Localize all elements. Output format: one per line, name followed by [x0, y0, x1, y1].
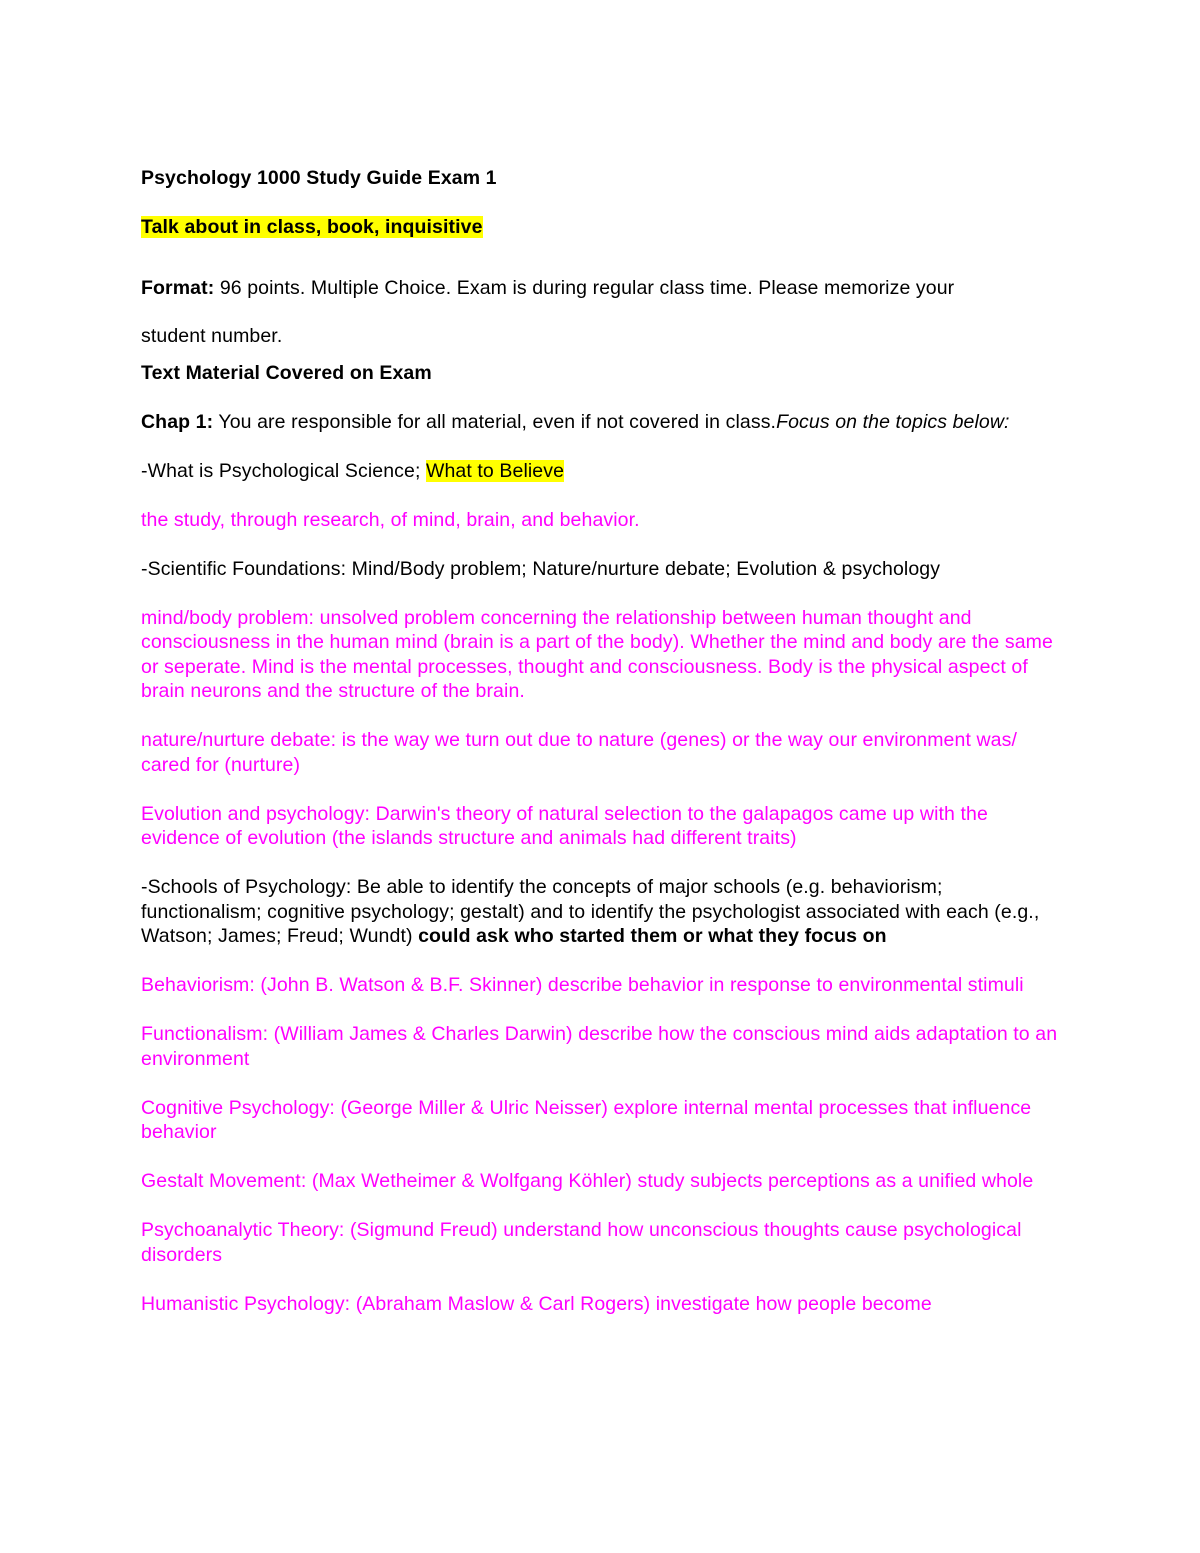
- answer-cognitive: Cognitive Psychology: (George Miller & Ulric Neisser) explore internal mental processes that influence behavior: [141, 1096, 1032, 1143]
- format-text: 96 points. Multiple Choice. Exam is during regular class time. Please memorize your: [214, 276, 955, 299]
- chap1-text: You are responsible for all material, even if not covered in class.: [213, 410, 777, 433]
- topic-psych-science-text: -What is Psychological Science;: [141, 459, 426, 482]
- answer-evolution: Evolution and psychology: Darwin's theory of natural selection to the galapagos came up with the evidence of evolution (the islands structure and animals had different traits): [141, 802, 988, 849]
- format-paragraph: [141, 264, 1061, 313]
- answer-behaviorism: Behaviorism: (John B. Watson & B.F. Skinner) describe behavior in response to environmental stimuli: [141, 974, 1024, 996]
- answer-gestalt: Gestalt Movement: (Max Wetheimer & Wolfgang Köhler) study subjects perceptions as a unified whole: [141, 1170, 1034, 1192]
- answer-humanistic: Humanistic Psychology: (Abraham Maslow & Carl Rogers) investigate how people become: [141, 1292, 932, 1315]
- answer-nature-nurture: nature/nurture debate: is the way we turn out due to nature (genes) or the way our environment was/ cared for (nurture): [141, 729, 1017, 776]
- document-body: [141, 166, 1061, 1316]
- topic-schools: [141, 875, 1061, 949]
- format-paragraph-continued: [141, 312, 1061, 361]
- topic-schools-note: could ask who started them or what they focus on: [418, 925, 887, 947]
- format-label: Format:: [141, 276, 215, 299]
- topic-schools-text: -Schools of Psychology: Be able to identify the concepts of major schools (e.g. behaviorism; functionalism; cognitive psychology; gestalt) and to identify the psychologist associated with each (e.g., Watson; James; Freud; Wundt): [141, 876, 1040, 947]
- chap1-label: Chap 1:: [141, 410, 214, 433]
- answer-psych-science: the study, through research, of mind, brain, and behavior.: [141, 508, 640, 531]
- answer-mind-body: mind/body problem: unsolved problem concerning the relationship between human thought and consciousness in the human mind (brain is a part of the body). Whether the mind and body are the same or seperate. Mind is the mental processes, thought and consciousness. Body is the physical aspect of brain neurons and the structure of the brain.: [141, 606, 1053, 702]
- answer-psychoanalytic: Psychoanalytic Theory: (Sigmund Freud) understand how unconscious thoughts cause psychological disorders: [141, 1219, 1022, 1266]
- topic-psych-science: [141, 459, 1061, 484]
- chap1-paragraph: [141, 410, 1061, 435]
- note-line: [141, 215, 1061, 240]
- chap1-focus: Focus on the topics below:: [776, 410, 1010, 433]
- topic-scientific-foundations: -Scientific Foundations: Mind/Body problem; Nature/nurture debate; Evolution & psychology: [141, 557, 941, 580]
- format-text-continued: student number.: [141, 325, 283, 347]
- highlighted-note: Talk about in class, book, inquisitive: [141, 215, 483, 238]
- highlighted-what-to-believe: What to Believe: [425, 459, 565, 482]
- section-heading: Text Material Covered on Exam: [141, 361, 432, 384]
- page-title: Psychology 1000 Study Guide Exam 1: [141, 167, 497, 189]
- answer-functionalism: Functionalism: (William James & Charles Darwin) describe how the conscious mind aids adaptation to an environment: [141, 1023, 1058, 1070]
